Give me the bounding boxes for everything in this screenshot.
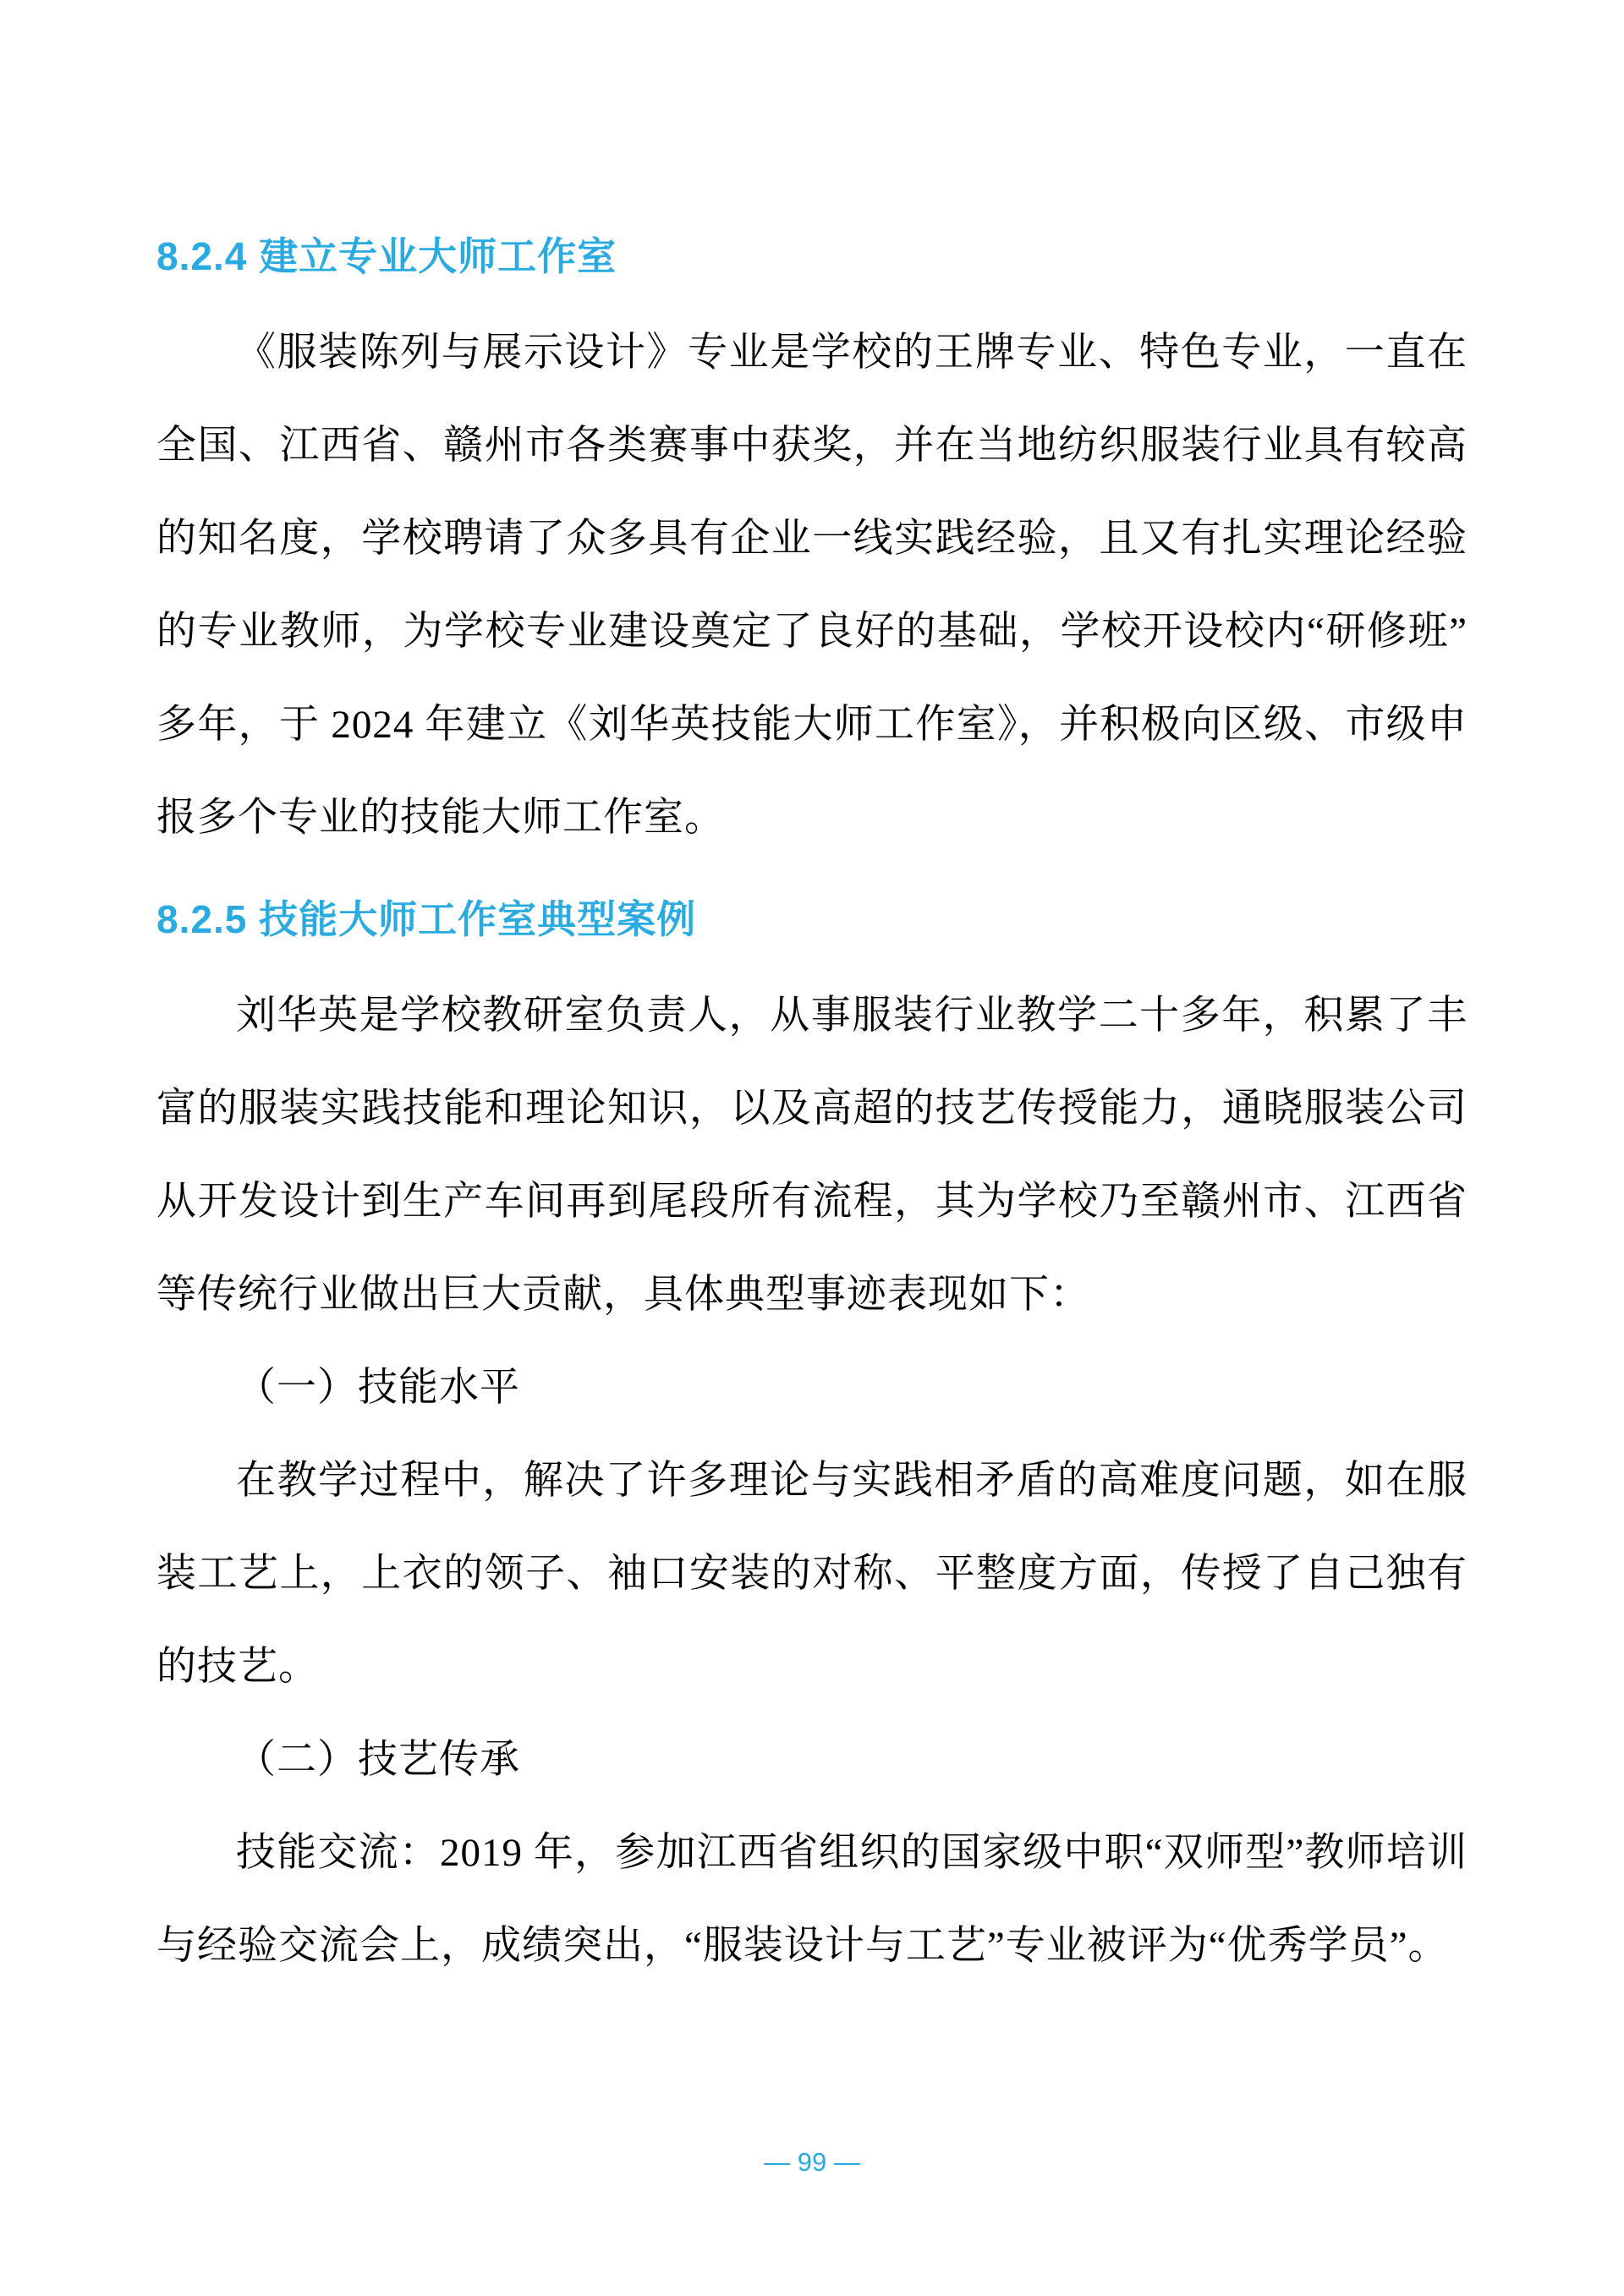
subheading-skill-level: （一）技能水平: [236, 1366, 520, 1410]
paragraph-craft-inheritance: 技能交流：2019 年，参加江西省组织的国家级中职“双师型”教师培训与经验交流会上，成绩突出，“服装设计与工艺”专业被评为“优秀学员”。: [156, 1831, 1468, 1968]
section-heading-8-2-4: 8.2.4 建立专业大师工作室: [156, 234, 617, 278]
subheading-craft-inheritance: （二）技艺传承: [236, 1738, 520, 1782]
paragraph-master-studio: 《服装陈列与展示设计》专业是学校的王牌专业、特色专业，一直在全国、江西省、赣州市各类赛事中获奖，并在当地纺织服装行业具有较高的知名度，学校聘请了众多具有企业一线实践经验，且又有扎实理论经验的专业教师，为学校专业建设奠定了良好的基础，学校开设校内“研修班”多年，于 2024 年建立《刘华英技能大师工作室》，并积极向区级、市级申报多个专业的技能大师工作室。: [156, 331, 1468, 840]
paragraph-skill-level: 在教学过程中，解决了许多理论与实践相矛盾的高难度问题，如在服装工艺上，上衣的领子、袖口安装的对称、平整度方面，传授了自己独有的技艺。: [156, 1459, 1468, 1689]
section-heading-8-2-5: 8.2.5 技能大师工作室典型案例: [156, 897, 697, 941]
paragraph-case-intro: 刘华英是学校教研室负责人，从事服装行业教学二十多年，积累了丰富的服装实践技能和理论知识，以及高超的技艺传授能力，通晓服装公司从开发设计到生产车间再到尾段所有流程，其为学校乃至赣州市、江西省等传统行业做出巨大贡献，具体典型事迹表现如下：: [156, 994, 1468, 1317]
page-number: — 99 —: [764, 2147, 860, 2177]
